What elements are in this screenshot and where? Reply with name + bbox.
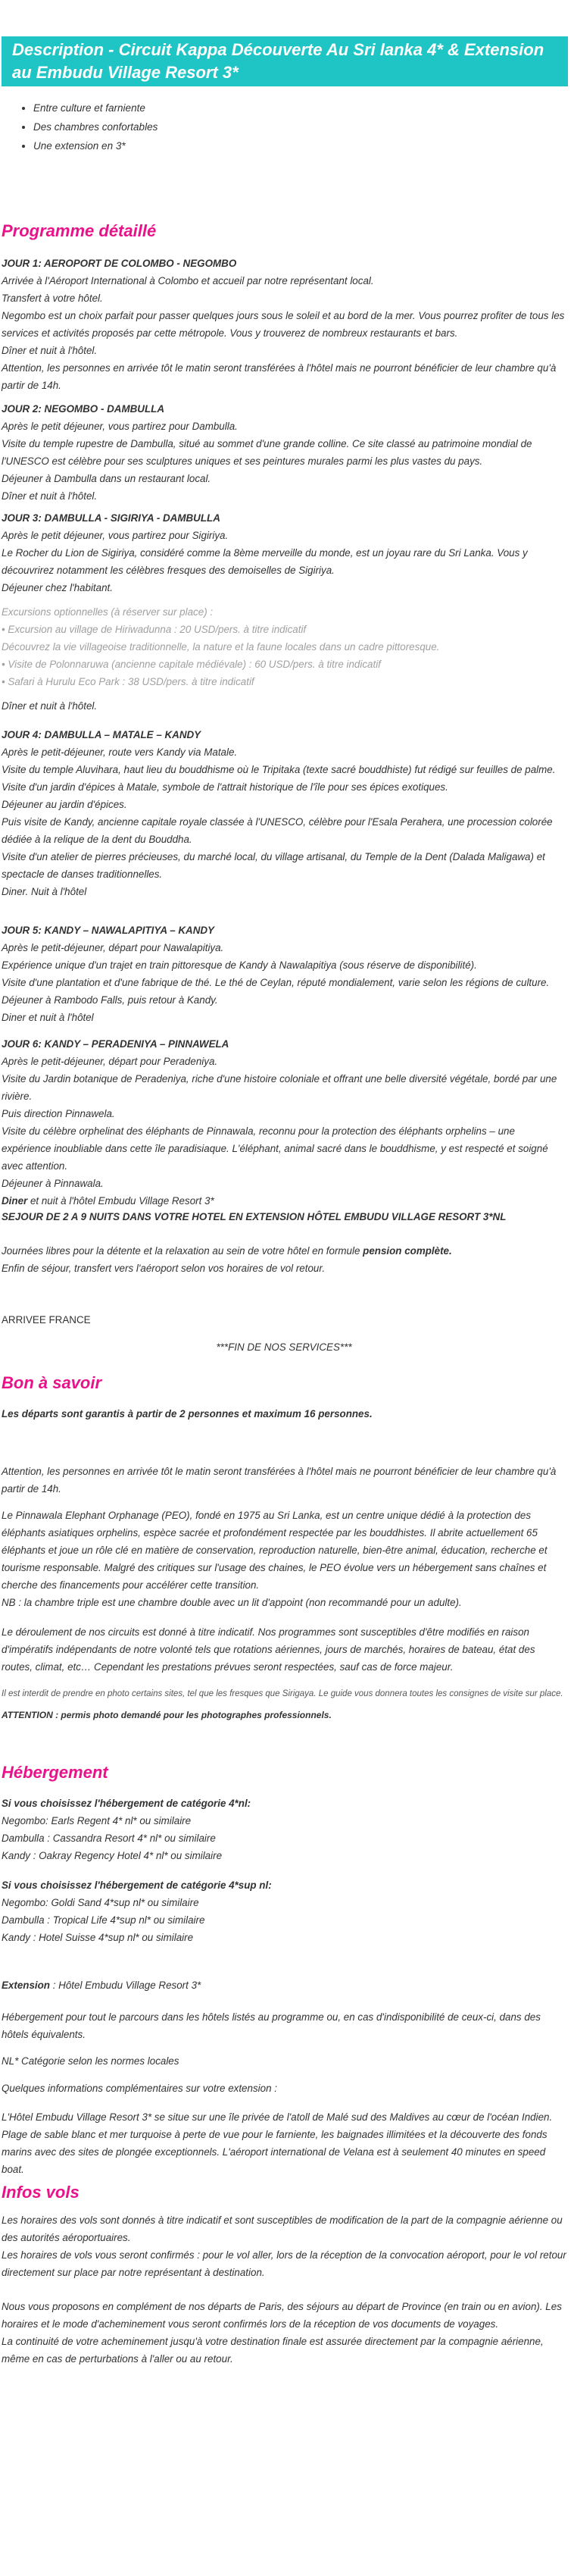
day-line: Visite du temple rupestre de Dambulla, situé au sommet d'une grande colline. Ce site classé au patrimoine mondial de l'UNESCO est célèbre pour ses sculptures uniques et ses peintures murales parmi les plus vastes du pays. (2, 438, 532, 467)
attention-arrivee (2, 1463, 566, 1498)
pinnawala-info (2, 1507, 566, 1611)
pinnawala-text: Le Pinnawala Elephant Orphanage (PEO), fondé en 1975 au Sri Lanka, est un centre unique dédié à la protection des éléphants asiatiques orphelins, espèce sacrée et profondément respectée par les bouddhistes. Il abrite actuellement 65 éléphants et joue un rôle clé en matière de conservation, reproduction naturelle, bien-être animal, éducation, recherche et tourisme responsable. Malgré des critiques sur l'usage des chaines, le PEO évolue vers un hébergement sans chaînes et cherche des financements pour accélérer cette transition. (2, 1510, 547, 1591)
day-line: Dîner et nuit à l'hôtel. (2, 490, 98, 502)
extension-line (2, 1977, 566, 1994)
hebergement-notes (2, 2008, 566, 2043)
hebergement-group-title: Si vous choisissez l'hébergement de catégorie 4*nl: (2, 1798, 251, 1809)
extension-value: : Hôtel Embudu Village Resort 3* (50, 1980, 201, 1991)
vols-paragraph: Les horaires de vols vous seront confirmés : pour le vol aller, lors de la réception de la convocation aéroport, pour le vol retour directement sur place par notre représentant à destination. (2, 2249, 566, 2278)
day-title: JOUR 1: AEROPORT DE COLOMBO - NEGOMBO (2, 258, 237, 269)
nb-text: NB : la chambre triple est une chambre double avec un lit d'appoint (non recommandé pour un adulte). (2, 1597, 462, 1608)
day-line: Le Rocher du Lion de Sigiriya, considéré comme la 8ème merveille du monde, est un joyau rare du Sri Lanka. Vous y découvrirez notamment les célèbres fresques des demoiselles de Sigiriya. (2, 547, 528, 576)
day-line: Visite d'un jardin d'épices à Matale, symbole de l'attrait historique de l'île pour ses épices exotiques. (2, 781, 448, 793)
day-line: Diner et nuit à l'hôtel (2, 1012, 94, 1023)
day-3-closing (2, 697, 566, 715)
day-1 (2, 255, 566, 394)
optional-line: Découvrez la vie villageoise traditionnelle, la nature et la faune locales dans un cadre pittoresque. (2, 641, 440, 653)
day-line: Visite du temple Aluvihara, haut lieu du bouddhisme où le Tripitaka (texte sacré bouddhiste) fut rédigé sur feuilles de palme. (2, 764, 556, 775)
sejour-text (2, 1242, 566, 1260)
page-title: Description - Circuit Kappa Découverte Au Sri lanka 4* & Extension au Embudu Village Resort 3* (12, 40, 544, 82)
deroulement-info (2, 1623, 566, 1676)
sejour-text-bold: pension complète. (363, 1245, 452, 1257)
photo-info (2, 1686, 566, 1724)
day-line: Visite du célèbre orphelinat des éléphants de Pinnawala, reconnu pour la protection des éléphants orphelins – une expérience inoubliable dans cette île paradisiaque. L'éléphant, animal sacré dans le bouddhisme, y est respecté et soigné avec attention. (2, 1125, 548, 1172)
day-line: Expérience unique d'un trajet en train pittoresque de Kandy à Nawalapitiya (sous réserve de disponibilité). (2, 959, 477, 971)
extension-info (2, 1977, 566, 1994)
page-title-banner (2, 36, 568, 86)
day-4 (2, 726, 566, 900)
day-line: Après le petit-déjeuner, départ pour Peradeniya. (2, 1056, 218, 1067)
day-title: JOUR 4: DAMBULLA – MATALE – KANDY (2, 729, 201, 740)
vols-paragraph: Les horaires des vols sont donnés à titre indicatif et sont susceptibles de modification de la part de la compagnie aérienne ou des autorités aéroportuaires. (2, 2214, 563, 2243)
sejour-text: Enfin de séjour, transfert vers l'aéroport selon vos horaires de vol retour. (2, 1263, 326, 1274)
vols-paragraph: Nous vous proposons en complément de nos départs de Paris, des séjours au départ de Province (en train ou en avion). Les horaires et le mode d'acheminement vous seront confirmés lors de la réception de vos documents de voyages. (2, 2301, 562, 2330)
optional-line: • Safari à Hurulu Eco Park : 38 USD/pers. à titre indicatif (2, 676, 254, 687)
fin-text: ***FIN DE NOS SERVICES*** (216, 1341, 352, 1353)
departs-text: Les départs sont garantis à partir de 2 personnes et maximum 16 personnes. (2, 1408, 373, 1419)
diner-text: et nuit à l'hôtel Embudu Village Resort 3* (27, 1195, 214, 1207)
hebergement-heading: Hébergement (2, 1763, 108, 1782)
sejour-title: SEJOUR DE 2 A 9 NUITS DANS VOTRE HOTEL EN EXTENSION HÔTEL EMBUDU VILLAGE RESORT 3*NL (2, 1211, 507, 1222)
hotel-line: Kandy : Hotel Suisse 4*sup nl* ou similaire (2, 1932, 194, 1943)
embudu-info (2, 2108, 566, 2178)
quelques-infos (2, 2080, 566, 2097)
infos-vols-heading: Infos vols (2, 2183, 80, 2202)
highlight-item: • Entre culture et farniente (33, 99, 158, 117)
day-line: Dîner et nuit à l'hôtel. (2, 700, 98, 712)
day-line: Déjeuner chez l'habitant. (2, 582, 113, 593)
day-line: Déjeuner à Rambodo Falls, puis retour à Kandy. (2, 994, 218, 1006)
day-line: Déjeuner au jardin d'épices. (2, 799, 127, 810)
day-line: Visite d'un atelier de pierres précieuses, du marché local, du village artisanal, du Temple de la Dent (Dalada Maligawa) et spectacle de danses traditionnelles. (2, 851, 545, 880)
optional-excursions (2, 603, 566, 690)
bon-a-savoir-heading: Bon à savoir (2, 1373, 102, 1392)
hotel-line: Dambulla : Cassandra Resort 4* nl* ou similaire (2, 1833, 216, 1844)
programme-section (2, 221, 566, 241)
attention-text: Attention, les personnes en arrivée tôt le matin seront transférées à l'hôtel mais ne pourront bénéficier de leur chambre qu'à partir de 14h. (2, 1466, 557, 1495)
infos-vols-section (2, 2183, 566, 2202)
fin-services (2, 1338, 566, 1356)
nl-note-text: NL* Catégorie selon les normes locales (2, 2055, 179, 2067)
day-5 (2, 922, 566, 1026)
day-title: JOUR 2: NEGOMBO - DAMBULLA (2, 403, 164, 415)
hebergement-text: Hébergement pour tout le parcours dans les hôtels listés au programme ou, en cas d'indisponibilité de ceux-ci, dans des hôtels équivalents. (2, 2011, 541, 2040)
day-title: JOUR 6: KANDY – PERADENIYA – PINNAWELA (2, 1038, 229, 1050)
vols-paragraph: La continuité de votre acheminement jusqu'à votre destination finale est assurée directement par la compagnie aérienne, même en cas de perturbations à l'aller ou au retour. (2, 2336, 544, 2365)
photo-attention: ATTENTION : permis photo demandé pour les photographes professionnels. (2, 1710, 332, 1720)
embudu-text: L'Hôtel Embudu Village Resort 3* se situe sur une île privée de l'atoll de Malé sud des Maldives au cœur de l'océan Indien. Plage de sable blanc et mer turquoise à perte de vue pour le farniente, les baignades illimitées et la découverte des fonds marins avec des sites de plongée exceptionnels. L'aéroport international de Velana est à seulement 40 minutes en speed boat. (2, 2111, 553, 2175)
sejour-text-start: Journées libres pour la détente et la relaxation au sein de votre hôtel en formule (2, 1245, 363, 1257)
highlight-item: • Une extension en 3* (33, 136, 158, 155)
day-line: Après le petit-déjeuner, départ pour Nawalapitiya. (2, 942, 224, 953)
day-line: Après le petit-déjeuner, route vers Kandy via Matale. (2, 747, 238, 758)
sejour-extension (2, 1208, 566, 1277)
programme-heading: Programme détaillé (2, 221, 157, 240)
deroulement-text: Le déroulement de nos circuits est donné à titre indicatif. Nos programmes sont susceptibles d'être modifiés en raison d'impératifs indépendants de notre volonté tels que rotations aériennes, jours de marchés, horaires de bateau, état des routes, climat, etc… Cependant les prestations prévues seront respectées, sauf cas de force majeur. (2, 1626, 535, 1673)
day-line: Transfert à votre hôtel. (2, 293, 103, 304)
day-line: Puis visite de Kandy, ancienne capitale royale classée à l'UNESCO, célèbre pour l'Esala Perahera, une procession colorée dédiée à la relique de la dent du Bouddha. (2, 816, 553, 845)
hotel-line: Negombo: Earls Regent 4* nl* ou similaire (2, 1815, 192, 1826)
day-title: JOUR 5: KANDY – NAWALAPITIYA – KANDY (2, 925, 214, 936)
infos-vols-text (2, 2211, 566, 2368)
day-6 (2, 1035, 566, 1210)
nl-note (2, 2052, 566, 2070)
quelques-text: Quelques informations complémentaires sur votre extension : (2, 2083, 277, 2094)
hebergement-4nl (2, 1795, 566, 1864)
day-line: Puis direction Pinnawela. (2, 1108, 115, 1119)
highlights-list (18, 99, 158, 155)
day-title: JOUR 3: DAMBULLA - SIGIRIYA - DAMBULLA (2, 512, 220, 524)
highlight-item: • Des chambres confortables (33, 117, 158, 136)
hebergement-section (2, 1763, 566, 1783)
arrivee-text: ARRIVEE FRANCE (2, 1314, 91, 1326)
day-line: Diner. Nuit à l'hôtel (2, 886, 87, 897)
hotel-line: Dambulla : Tropical Life 4*sup nl* ou similaire (2, 1914, 205, 1926)
optional-line: • Excursion au village de Hiriwadunna : 20 USD/pers. à titre indicatif (2, 624, 307, 635)
day-line: Après le petit déjeuner, vous partirez pour Dambulla. (2, 421, 238, 432)
day-line: Arrivée à l'Aéroport International à Colombo et accueil par notre représentant local. (2, 275, 374, 286)
hotel-line: Kandy : Oakray Regency Hotel 4* nl* ou similaire (2, 1850, 223, 1861)
day-line: Dîner et nuit à l'hôtel. (2, 345, 98, 356)
day-line: Negombo est un choix parfait pour passer quelques jours sous le soleil et au bord de la mer. Vous pourrez profiter de tous les services et activités proposés par cette métropole. Vous y trouverez de nombreux restaurants et bars. (2, 310, 565, 339)
photo-note: Il est interdit de prendre en photo certains sites, tel que les fresques que Sirigaya. Le guide vous donnera toutes les consignes de visite sur place. (2, 1689, 563, 1698)
arrivee (2, 1311, 566, 1329)
day-line: Déjeuner à Dambulla dans un restaurant local. (2, 473, 211, 484)
bon-a-savoir-section (2, 1373, 566, 1393)
day-3 (2, 509, 566, 596)
optional-heading: Excursions optionnelles (à réserver sur place) : (2, 606, 214, 618)
hebergement-4supnl (2, 1876, 566, 1946)
day-line: Visite du Jardin botanique de Peradeniya, riche d'une histoire coloniale et offrant une belle diversité végétale, bordé par une rivière. (2, 1073, 557, 1102)
hebergement-group-title: Si vous choisissez l'hébergement de catégorie 4*sup nl: (2, 1880, 272, 1891)
hotel-line: Negombo: Goldi Sand 4*sup nl* ou similaire (2, 1897, 199, 1908)
day-line (2, 1192, 566, 1210)
day-2 (2, 400, 566, 505)
day-line: Après le petit déjeuner, vous partirez pour Sigiriya. (2, 530, 229, 541)
optional-line: • Visite de Polonnaruwa (ancienne capitale médiévale) : 60 USD/pers. à titre indicatif (2, 659, 381, 670)
day-line: Attention, les personnes en arrivée tôt le matin seront transférées à l'hôtel mais ne pourront bénéficier de leur chambre qu'à partir de 14h. (2, 362, 557, 391)
day-line: Visite d'une plantation et d'une fabrique de thé. Le thé de Ceylan, réputé mondialement, varie selon les régions de culture. (2, 977, 550, 988)
departs-garantis (2, 1405, 566, 1423)
diner-label: Diner (2, 1195, 28, 1207)
day-line: Déjeuner à Pinnawala. (2, 1178, 104, 1189)
extension-label: Extension (2, 1980, 50, 1991)
